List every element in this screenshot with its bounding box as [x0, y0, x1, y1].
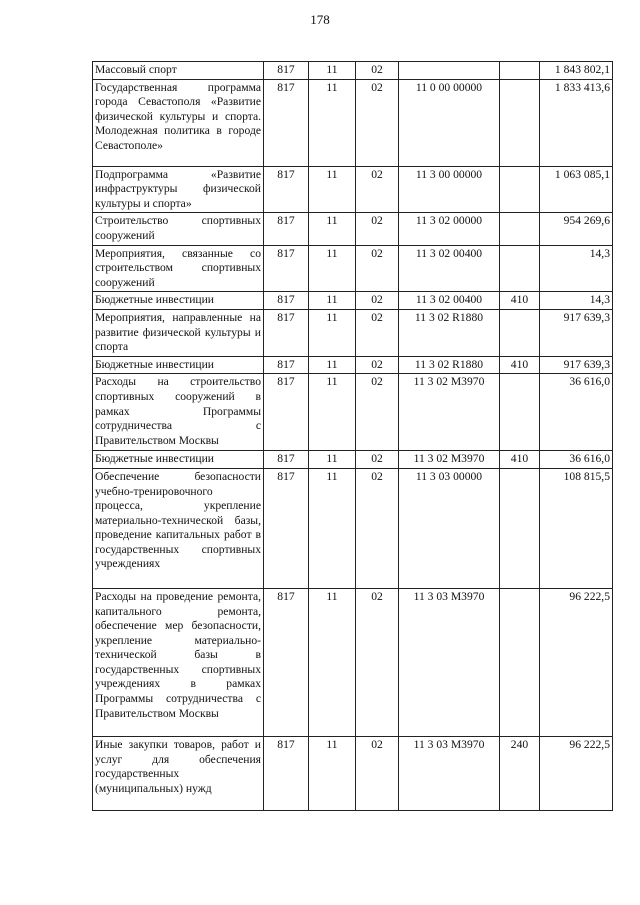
table-row: [93, 213, 613, 245]
cell-target-article: 11 3 02 M3970: [399, 374, 500, 451]
page-number: 178: [310, 12, 330, 27]
cell-subsection-code: 02: [356, 588, 399, 736]
cell-amount: 917 639,3: [540, 309, 613, 356]
cell-subsection-code: 02: [356, 736, 399, 810]
cell-target-article: 11 3 02 R1880: [399, 309, 500, 356]
cell-target-article: [399, 62, 500, 80]
cell-section-code: 11: [309, 62, 356, 80]
cell-subsection-code: 02: [356, 468, 399, 588]
cell-name: Государственная программа города Севастополя «Развитие физической культуры и спорта. Молодежная политика в городе Севастополе»: [93, 79, 264, 166]
cell-section-code: 11: [309, 374, 356, 451]
cell-name: Бюджетные инвестиции: [93, 356, 264, 374]
cell-ministry-code: 817: [264, 245, 309, 292]
cell-name: Обеспечение безопасности учебно-тренировочного процесса, укрепление материально-технической базы, проведение капитальных работ в государственных спортивных учреждениях: [93, 468, 264, 588]
cell-ministry-code: 817: [264, 468, 309, 588]
cell-section-code: 11: [309, 588, 356, 736]
cell-amount: 96 222,5: [540, 736, 613, 810]
cell-target-article: 11 3 02 R1880: [399, 356, 500, 374]
cell-ministry-code: 817: [264, 374, 309, 451]
cell-expense-type: [500, 245, 540, 292]
cell-name: Бюджетные инвестиции: [93, 292, 264, 310]
cell-subsection-code: 02: [356, 166, 399, 213]
table-body: [93, 62, 613, 811]
cell-subsection-code: 02: [356, 309, 399, 356]
cell-name: Расходы на строительство спортивных сооружений в рамках Программы сотрудничества с Правительством Москвы: [93, 374, 264, 451]
cell-name: Иные закупки товаров, работ и услуг для обеспечения государственных (муниципальных) нужд: [93, 736, 264, 810]
cell-name: Подпрограмма «Развитие инфраструктуры физической культуры и спорта»: [93, 166, 264, 213]
cell-expense-type: 410: [500, 451, 540, 469]
cell-amount: 36 616,0: [540, 451, 613, 469]
cell-amount: 14,3: [540, 245, 613, 292]
cell-section-code: 11: [309, 213, 356, 245]
cell-ministry-code: 817: [264, 166, 309, 213]
cell-name: Расходы на проведение ремонта, капитального ремонта, обеспечение мер безопасности, укрепление материально-технической базы в государственных спортивных учреждениях в рамках Программы сотрудничества с Правительством Москвы: [93, 588, 264, 736]
cell-expense-type: [500, 213, 540, 245]
cell-ministry-code: 817: [264, 292, 309, 310]
cell-subsection-code: 02: [356, 356, 399, 374]
cell-name: Мероприятия, направленные на развитие физической культуры и спорта: [93, 309, 264, 356]
cell-amount: 1 843 802,1: [540, 62, 613, 80]
cell-amount: 96 222,5: [540, 588, 613, 736]
cell-ministry-code: 817: [264, 356, 309, 374]
cell-name: Массовый спорт: [93, 62, 264, 80]
table-row: [93, 451, 613, 469]
cell-amount: 14,3: [540, 292, 613, 310]
cell-subsection-code: 02: [356, 245, 399, 292]
cell-name: Бюджетные инвестиции: [93, 451, 264, 469]
table-row: [93, 62, 613, 80]
cell-amount: 1 063 085,1: [540, 166, 613, 213]
table-row: [93, 588, 613, 736]
cell-subsection-code: 02: [356, 213, 399, 245]
cell-amount: 1 833 413,6: [540, 79, 613, 166]
cell-target-article: 11 3 02 00400: [399, 292, 500, 310]
cell-expense-type: [500, 62, 540, 80]
table-row: [93, 374, 613, 451]
cell-expense-type: 410: [500, 356, 540, 374]
cell-expense-type: [500, 309, 540, 356]
cell-target-article: 11 3 00 00000: [399, 166, 500, 213]
cell-expense-type: [500, 468, 540, 588]
cell-target-article: 11 0 00 00000: [399, 79, 500, 166]
cell-ministry-code: 817: [264, 213, 309, 245]
cell-section-code: 11: [309, 451, 356, 469]
cell-section-code: 11: [309, 292, 356, 310]
cell-expense-type: 410: [500, 292, 540, 310]
table-row: [93, 245, 613, 292]
cell-expense-type: [500, 166, 540, 213]
table-row: [93, 79, 613, 166]
cell-expense-type: [500, 374, 540, 451]
table-row: [93, 468, 613, 588]
table-row: [93, 356, 613, 374]
cell-subsection-code: 02: [356, 79, 399, 166]
cell-target-article: 11 3 02 M3970: [399, 451, 500, 469]
cell-expense-type: 240: [500, 736, 540, 810]
cell-subsection-code: 02: [356, 62, 399, 80]
cell-ministry-code: 817: [264, 736, 309, 810]
table-row: [93, 736, 613, 810]
cell-ministry-code: 817: [264, 588, 309, 736]
budget-table: [92, 61, 613, 811]
cell-subsection-code: 02: [356, 292, 399, 310]
cell-subsection-code: 02: [356, 451, 399, 469]
cell-target-article: 11 3 03 00000: [399, 468, 500, 588]
cell-amount: 917 639,3: [540, 356, 613, 374]
cell-target-article: 11 3 03 M3970: [399, 588, 500, 736]
cell-target-article: 11 3 02 00000: [399, 213, 500, 245]
cell-section-code: 11: [309, 736, 356, 810]
cell-target-article: 11 3 02 00400: [399, 245, 500, 292]
table-row: [93, 309, 613, 356]
cell-section-code: 11: [309, 309, 356, 356]
cell-section-code: 11: [309, 245, 356, 292]
cell-ministry-code: 817: [264, 62, 309, 80]
cell-amount: 954 269,6: [540, 213, 613, 245]
cell-expense-type: [500, 588, 540, 736]
cell-section-code: 11: [309, 356, 356, 374]
cell-subsection-code: 02: [356, 374, 399, 451]
cell-ministry-code: 817: [264, 451, 309, 469]
table-row: [93, 292, 613, 310]
cell-section-code: 11: [309, 79, 356, 166]
cell-name: Мероприятия, связанные со строительством спортивных сооружений: [93, 245, 264, 292]
cell-section-code: 11: [309, 468, 356, 588]
table-row: [93, 166, 613, 213]
cell-ministry-code: 817: [264, 309, 309, 356]
cell-name: Строительство спортивных сооружений: [93, 213, 264, 245]
cell-target-article: 11 3 03 M3970: [399, 736, 500, 810]
cell-amount: 36 616,0: [540, 374, 613, 451]
cell-ministry-code: 817: [264, 79, 309, 166]
cell-expense-type: [500, 79, 540, 166]
cell-amount: 108 815,5: [540, 468, 613, 588]
cell-section-code: 11: [309, 166, 356, 213]
